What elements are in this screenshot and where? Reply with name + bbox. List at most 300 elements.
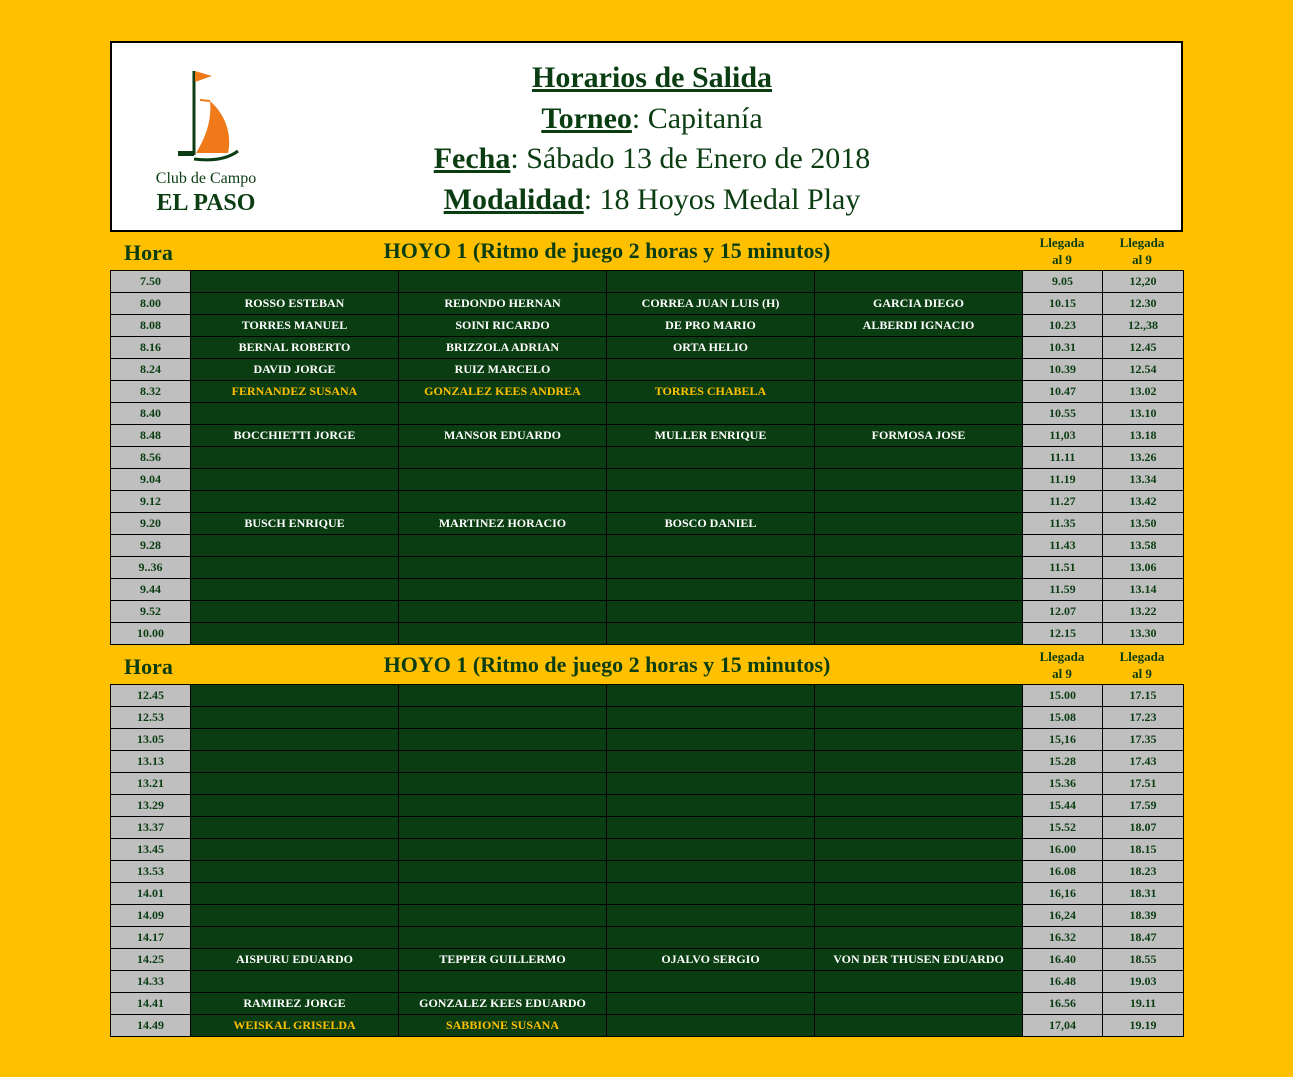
arrival-9-cell: 16.48 bbox=[1023, 971, 1103, 993]
player-cell bbox=[399, 403, 607, 425]
hoyo-header: HOYO 1 (Ritmo de juego 2 horas y 15 minutos) bbox=[383, 238, 831, 263]
player-cell bbox=[399, 905, 607, 927]
llegada-header-2 bbox=[1102, 234, 1182, 268]
player-cell bbox=[607, 971, 815, 993]
arrival-18-cell: 18.23 bbox=[1103, 861, 1184, 883]
player-cell: GONZALEZ KEES EDUARDO bbox=[399, 993, 607, 1015]
player-cell bbox=[399, 557, 607, 579]
player-cell bbox=[815, 927, 1023, 949]
player-cell bbox=[399, 579, 607, 601]
table-row bbox=[111, 579, 1184, 601]
player-cell bbox=[607, 491, 815, 513]
tee-time-cell: 9.44 bbox=[111, 579, 191, 601]
tee-time-cell: 14.17 bbox=[111, 927, 191, 949]
arrival-18-cell: 19.11 bbox=[1103, 993, 1184, 1015]
player-cell bbox=[815, 751, 1023, 773]
player-cell bbox=[191, 491, 399, 513]
hora-header: Hora bbox=[124, 654, 173, 679]
player-cell: DE PRO MARIO bbox=[607, 315, 815, 337]
table-row bbox=[111, 491, 1184, 513]
arrival-18-cell: 13.30 bbox=[1103, 623, 1184, 645]
tee-time-cell: 13.13 bbox=[111, 751, 191, 773]
modalidad-line bbox=[392, 180, 912, 221]
table-row bbox=[111, 685, 1184, 707]
arrival-18-cell: 13.22 bbox=[1103, 601, 1184, 623]
arrival-9-cell: 11.27 bbox=[1023, 491, 1103, 513]
logo-club-text: Club de Campo bbox=[155, 170, 257, 187]
arrival-9-cell: 11,03 bbox=[1023, 425, 1103, 447]
player-cell bbox=[607, 535, 815, 557]
player-cell bbox=[607, 623, 815, 645]
arrival-9-cell: 16.00 bbox=[1023, 839, 1103, 861]
player-cell bbox=[191, 403, 399, 425]
arrival-18-cell: 13.14 bbox=[1103, 579, 1184, 601]
header-box bbox=[110, 41, 1183, 232]
arrival-9-cell: 16,24 bbox=[1023, 905, 1103, 927]
player-cell bbox=[399, 535, 607, 557]
player-cell bbox=[399, 271, 607, 293]
table-row bbox=[111, 469, 1184, 491]
arrival-9-cell: 15.00 bbox=[1023, 685, 1103, 707]
tee-time-cell: 13.37 bbox=[111, 817, 191, 839]
llegada-sub: al 9 bbox=[1052, 252, 1072, 267]
arrival-9-cell: 11.19 bbox=[1023, 469, 1103, 491]
player-cell bbox=[399, 839, 607, 861]
player-cell bbox=[815, 513, 1023, 535]
llegada-label: Llegada bbox=[1119, 649, 1165, 664]
arrival-9-cell: 10.47 bbox=[1023, 381, 1103, 403]
table-row bbox=[111, 535, 1184, 557]
player-cell: FERNANDEZ SUSANA bbox=[191, 381, 399, 403]
table-row bbox=[111, 403, 1184, 425]
arrival-9-cell: 10.15 bbox=[1023, 293, 1103, 315]
arrival-9-cell: 15.08 bbox=[1023, 707, 1103, 729]
player-cell bbox=[191, 447, 399, 469]
tee-time-cell: 9.12 bbox=[111, 491, 191, 513]
player-cell bbox=[191, 883, 399, 905]
arrival-9-cell: 11.51 bbox=[1023, 557, 1103, 579]
table-row bbox=[111, 729, 1184, 751]
player-cell bbox=[815, 861, 1023, 883]
player-cell bbox=[815, 491, 1023, 513]
player-cell bbox=[399, 883, 607, 905]
tee-time-cell: 12.53 bbox=[111, 707, 191, 729]
hora-header: Hora bbox=[124, 240, 173, 265]
table-row bbox=[111, 883, 1184, 905]
tee-time-cell: 9.04 bbox=[111, 469, 191, 491]
table-row bbox=[111, 839, 1184, 861]
player-cell bbox=[607, 707, 815, 729]
player-cell bbox=[607, 817, 815, 839]
player-cell bbox=[815, 535, 1023, 557]
player-cell bbox=[191, 861, 399, 883]
player-cell bbox=[399, 685, 607, 707]
arrival-18-cell: 18.31 bbox=[1103, 883, 1184, 905]
tee-time-cell: 14.41 bbox=[111, 993, 191, 1015]
section-header bbox=[110, 650, 1183, 688]
arrival-18-cell: 13.26 bbox=[1103, 447, 1184, 469]
player-cell bbox=[815, 601, 1023, 623]
arrival-9-cell: 15.52 bbox=[1023, 817, 1103, 839]
player-cell bbox=[399, 469, 607, 491]
player-cell bbox=[399, 729, 607, 751]
table-row bbox=[111, 623, 1184, 645]
player-cell: ORTA HELIO bbox=[607, 337, 815, 359]
player-cell bbox=[399, 773, 607, 795]
tee-time-cell: 13.29 bbox=[111, 795, 191, 817]
tee-time-cell: 8.56 bbox=[111, 447, 191, 469]
player-cell bbox=[607, 729, 815, 751]
player-cell bbox=[815, 337, 1023, 359]
player-cell bbox=[815, 403, 1023, 425]
tee-time-cell: 13.05 bbox=[111, 729, 191, 751]
player-cell bbox=[815, 271, 1023, 293]
player-cell: OJALVO SERGIO bbox=[607, 949, 815, 971]
tee-time-cell: 8.24 bbox=[111, 359, 191, 381]
arrival-18-cell: 19.19 bbox=[1103, 1015, 1184, 1037]
player-cell bbox=[191, 729, 399, 751]
table-row bbox=[111, 337, 1184, 359]
player-cell bbox=[607, 751, 815, 773]
player-cell bbox=[815, 685, 1023, 707]
arrival-18-cell: 13.58 bbox=[1103, 535, 1184, 557]
arrival-9-cell: 16.40 bbox=[1023, 949, 1103, 971]
player-cell bbox=[607, 469, 815, 491]
table-row bbox=[111, 513, 1184, 535]
arrival-9-cell: 11.59 bbox=[1023, 579, 1103, 601]
player-cell: RAMIREZ JORGE bbox=[191, 993, 399, 1015]
arrival-18-cell: 18.39 bbox=[1103, 905, 1184, 927]
arrival-9-cell: 15.36 bbox=[1023, 773, 1103, 795]
player-cell: MARTINEZ HORACIO bbox=[399, 513, 607, 535]
player-cell bbox=[607, 557, 815, 579]
player-cell bbox=[399, 795, 607, 817]
tee-time-cell: 9.52 bbox=[111, 601, 191, 623]
player-cell: VON DER THUSEN EDUARDO bbox=[815, 949, 1023, 971]
table-row bbox=[111, 447, 1184, 469]
player-cell bbox=[399, 447, 607, 469]
tee-times-table-1 bbox=[110, 270, 1184, 645]
arrival-18-cell: 18.55 bbox=[1103, 949, 1184, 971]
arrival-18-cell: 12.30 bbox=[1103, 293, 1184, 315]
player-cell bbox=[191, 685, 399, 707]
tee-time-cell: 9.28 bbox=[111, 535, 191, 557]
fecha-label: Fecha bbox=[433, 142, 511, 175]
player-cell bbox=[607, 359, 815, 381]
player-cell bbox=[399, 623, 607, 645]
player-cell bbox=[607, 795, 815, 817]
player-cell bbox=[191, 557, 399, 579]
arrival-9-cell: 15,16 bbox=[1023, 729, 1103, 751]
tee-time-cell: 9.20 bbox=[111, 513, 191, 535]
header-titles bbox=[392, 58, 912, 220]
tee-time-cell: 8.40 bbox=[111, 403, 191, 425]
player-cell: CORREA JUAN LUIS (H) bbox=[607, 293, 815, 315]
player-cell bbox=[607, 993, 815, 1015]
player-cell: TORRES CHABELA bbox=[607, 381, 815, 403]
llegada-label: Llegada bbox=[1039, 649, 1085, 664]
logo-club-name: EL PASO bbox=[156, 190, 256, 216]
player-cell: BRIZZOLA ADRIAN bbox=[399, 337, 607, 359]
table-row bbox=[111, 381, 1184, 403]
player-cell: BUSCH ENRIQUE bbox=[191, 513, 399, 535]
arrival-18-cell: 18.07 bbox=[1103, 817, 1184, 839]
tee-time-cell: 8.08 bbox=[111, 315, 191, 337]
player-cell bbox=[815, 359, 1023, 381]
arrival-18-cell: 17.59 bbox=[1103, 795, 1184, 817]
player-cell: AISPURU EDUARDO bbox=[191, 949, 399, 971]
arrival-18-cell: 12,20 bbox=[1103, 271, 1184, 293]
llegada-label: Llegada bbox=[1039, 235, 1085, 250]
player-cell bbox=[191, 707, 399, 729]
tee-time-cell: 13.53 bbox=[111, 861, 191, 883]
tee-time-cell: 7.50 bbox=[111, 271, 191, 293]
table-row bbox=[111, 905, 1184, 927]
player-cell: BOCCHIETTI JORGE bbox=[191, 425, 399, 447]
player-cell bbox=[191, 469, 399, 491]
llegada-label: Llegada bbox=[1119, 235, 1165, 250]
llegada-sub: al 9 bbox=[1052, 666, 1072, 681]
player-cell bbox=[191, 535, 399, 557]
player-cell bbox=[815, 773, 1023, 795]
llegada-header-2 bbox=[1102, 648, 1182, 682]
section-header bbox=[110, 236, 1183, 274]
player-cell: TEPPER GUILLERMO bbox=[399, 949, 607, 971]
player-cell bbox=[191, 623, 399, 645]
player-cell: DAVID JORGE bbox=[191, 359, 399, 381]
table-row bbox=[111, 707, 1184, 729]
page-title: Horarios de Salida bbox=[531, 61, 772, 94]
player-cell bbox=[815, 971, 1023, 993]
arrival-18-cell: 13.50 bbox=[1103, 513, 1184, 535]
player-cell: WEISKAL GRISELDA bbox=[191, 1015, 399, 1037]
player-cell: GARCIA DIEGO bbox=[815, 293, 1023, 315]
player-cell bbox=[191, 971, 399, 993]
llegada-header-1 bbox=[1022, 234, 1102, 268]
tee-time-cell: 14.49 bbox=[111, 1015, 191, 1037]
player-cell: TORRES MANUEL bbox=[191, 315, 399, 337]
table-row bbox=[111, 751, 1184, 773]
player-cell bbox=[815, 729, 1023, 751]
table-row bbox=[111, 949, 1184, 971]
llegada-header-1 bbox=[1022, 648, 1102, 682]
table-row bbox=[111, 425, 1184, 447]
player-cell bbox=[191, 773, 399, 795]
player-cell bbox=[191, 579, 399, 601]
arrival-18-cell: 18.47 bbox=[1103, 927, 1184, 949]
player-cell bbox=[399, 601, 607, 623]
arrival-9-cell: 15.28 bbox=[1023, 751, 1103, 773]
table-row bbox=[111, 601, 1184, 623]
tee-time-cell: 10.00 bbox=[111, 623, 191, 645]
table-row bbox=[111, 1015, 1184, 1037]
player-cell: RUIZ MARCELO bbox=[399, 359, 607, 381]
table-row bbox=[111, 773, 1184, 795]
player-cell: SABBIONE SUSANA bbox=[399, 1015, 607, 1037]
arrival-18-cell: 13.02 bbox=[1103, 381, 1184, 403]
tee-time-cell: 12.45 bbox=[111, 685, 191, 707]
player-cell bbox=[607, 905, 815, 927]
modalidad-value: : 18 Hoyos Medal Play bbox=[583, 182, 861, 216]
player-cell bbox=[815, 707, 1023, 729]
player-cell bbox=[815, 381, 1023, 403]
modalidad-label: Modalidad bbox=[443, 182, 584, 216]
arrival-9-cell: 11.11 bbox=[1023, 447, 1103, 469]
player-cell: REDONDO HERNAN bbox=[399, 293, 607, 315]
arrival-18-cell: 17.51 bbox=[1103, 773, 1184, 795]
torneo-value: : Capitanía bbox=[631, 101, 763, 135]
player-cell bbox=[399, 491, 607, 513]
player-cell: ROSSO ESTEBAN bbox=[191, 293, 399, 315]
player-cell bbox=[607, 839, 815, 861]
table-row bbox=[111, 817, 1184, 839]
arrival-9-cell: 16.32 bbox=[1023, 927, 1103, 949]
arrival-9-cell: 10.23 bbox=[1023, 315, 1103, 337]
llegada-sub: al 9 bbox=[1132, 666, 1152, 681]
player-cell bbox=[399, 927, 607, 949]
arrival-18-cell: 13.10 bbox=[1103, 403, 1184, 425]
tee-time-cell: 8.48 bbox=[111, 425, 191, 447]
player-cell bbox=[815, 623, 1023, 645]
player-cell bbox=[399, 861, 607, 883]
player-cell: ALBERDI IGNACIO bbox=[815, 315, 1023, 337]
table-row bbox=[111, 927, 1184, 949]
arrival-18-cell: 13.34 bbox=[1103, 469, 1184, 491]
player-cell bbox=[191, 927, 399, 949]
player-cell bbox=[399, 707, 607, 729]
tee-time-cell: 14.09 bbox=[111, 905, 191, 927]
arrival-18-cell: 17.15 bbox=[1103, 685, 1184, 707]
arrival-18-cell: 18.15 bbox=[1103, 839, 1184, 861]
arrival-18-cell: 13.18 bbox=[1103, 425, 1184, 447]
arrival-9-cell: 16,16 bbox=[1023, 883, 1103, 905]
player-cell bbox=[815, 469, 1023, 491]
player-cell bbox=[191, 839, 399, 861]
tee-time-cell: 14.25 bbox=[111, 949, 191, 971]
player-cell: BERNAL ROBERTO bbox=[191, 337, 399, 359]
fecha-line bbox=[392, 139, 912, 180]
player-cell bbox=[191, 905, 399, 927]
arrival-9-cell: 10.31 bbox=[1023, 337, 1103, 359]
player-cell bbox=[815, 883, 1023, 905]
player-cell: FORMOSA JOSE bbox=[815, 425, 1023, 447]
arrival-18-cell: 19.03 bbox=[1103, 971, 1184, 993]
torneo-label: Torneo bbox=[541, 101, 632, 135]
player-cell bbox=[607, 773, 815, 795]
player-cell bbox=[815, 817, 1023, 839]
arrival-9-cell: 16.08 bbox=[1023, 861, 1103, 883]
table-row bbox=[111, 971, 1184, 993]
arrival-18-cell: 13.42 bbox=[1103, 491, 1184, 513]
player-cell bbox=[607, 685, 815, 707]
player-cell: MANSOR EDUARDO bbox=[399, 425, 607, 447]
player-cell bbox=[607, 601, 815, 623]
player-cell: GONZALEZ KEES ANDREA bbox=[399, 381, 607, 403]
tee-times-table-2 bbox=[110, 684, 1184, 1037]
arrival-9-cell: 17,04 bbox=[1023, 1015, 1103, 1037]
player-cell bbox=[607, 1015, 815, 1037]
player-cell bbox=[815, 1015, 1023, 1037]
tee-time-cell: 8.16 bbox=[111, 337, 191, 359]
fecha-value: : Sábado 13 de Enero de 2018 bbox=[510, 142, 871, 175]
player-cell bbox=[399, 971, 607, 993]
arrival-18-cell: 17.43 bbox=[1103, 751, 1184, 773]
player-cell bbox=[607, 447, 815, 469]
golf-flag-sail-icon bbox=[166, 67, 246, 167]
tee-time-cell: 14.01 bbox=[111, 883, 191, 905]
player-cell: SOINI RICARDO bbox=[399, 315, 607, 337]
player-cell bbox=[815, 579, 1023, 601]
player-cell bbox=[815, 557, 1023, 579]
table-row bbox=[111, 359, 1184, 381]
player-cell bbox=[815, 839, 1023, 861]
arrival-18-cell: 12.54 bbox=[1103, 359, 1184, 381]
player-cell bbox=[399, 817, 607, 839]
player-cell bbox=[191, 795, 399, 817]
player-cell bbox=[607, 271, 815, 293]
tee-time-cell: 14.33 bbox=[111, 971, 191, 993]
player-cell bbox=[815, 795, 1023, 817]
table-row bbox=[111, 293, 1184, 315]
player-cell: BOSCO DANIEL bbox=[607, 513, 815, 535]
tee-time-cell: 13.45 bbox=[111, 839, 191, 861]
player-cell bbox=[191, 751, 399, 773]
player-cell bbox=[607, 403, 815, 425]
table-row bbox=[111, 315, 1184, 337]
player-cell bbox=[399, 751, 607, 773]
arrival-9-cell: 16.56 bbox=[1023, 993, 1103, 1015]
table-row bbox=[111, 993, 1184, 1015]
arrival-9-cell: 10.55 bbox=[1023, 403, 1103, 425]
arrival-9-cell: 15.44 bbox=[1023, 795, 1103, 817]
arrival-9-cell: 12.07 bbox=[1023, 601, 1103, 623]
table-body bbox=[111, 685, 1184, 1037]
table-row bbox=[111, 795, 1184, 817]
llegada-sub: al 9 bbox=[1132, 252, 1152, 267]
arrival-9-cell: 10.39 bbox=[1023, 359, 1103, 381]
arrival-18-cell: 12.,38 bbox=[1103, 315, 1184, 337]
arrival-9-cell: 11.35 bbox=[1023, 513, 1103, 535]
player-cell bbox=[607, 861, 815, 883]
arrival-18-cell: 12.45 bbox=[1103, 337, 1184, 359]
club-logo bbox=[150, 67, 262, 217]
player-cell bbox=[191, 601, 399, 623]
player-cell bbox=[815, 905, 1023, 927]
table-row bbox=[111, 557, 1184, 579]
player-cell: MULLER ENRIQUE bbox=[607, 425, 815, 447]
arrival-9-cell: 9.05 bbox=[1023, 271, 1103, 293]
tee-time-cell: 8.32 bbox=[111, 381, 191, 403]
arrival-18-cell: 17.35 bbox=[1103, 729, 1184, 751]
arrival-9-cell: 12.15 bbox=[1023, 623, 1103, 645]
player-cell bbox=[607, 927, 815, 949]
arrival-9-cell: 11.43 bbox=[1023, 535, 1103, 557]
table-row bbox=[111, 271, 1184, 293]
player-cell bbox=[815, 993, 1023, 1015]
tee-time-cell: 9..36 bbox=[111, 557, 191, 579]
player-cell bbox=[607, 883, 815, 905]
torneo-line bbox=[392, 99, 912, 140]
tee-time-cell: 8.00 bbox=[111, 293, 191, 315]
hoyo-header: HOYO 1 (Ritmo de juego 2 horas y 15 minutos) bbox=[383, 652, 831, 677]
player-cell bbox=[191, 271, 399, 293]
arrival-18-cell: 13.06 bbox=[1103, 557, 1184, 579]
player-cell bbox=[607, 579, 815, 601]
arrival-18-cell: 17.23 bbox=[1103, 707, 1184, 729]
table-body bbox=[111, 271, 1184, 645]
table-row bbox=[111, 861, 1184, 883]
tee-time-cell: 13.21 bbox=[111, 773, 191, 795]
